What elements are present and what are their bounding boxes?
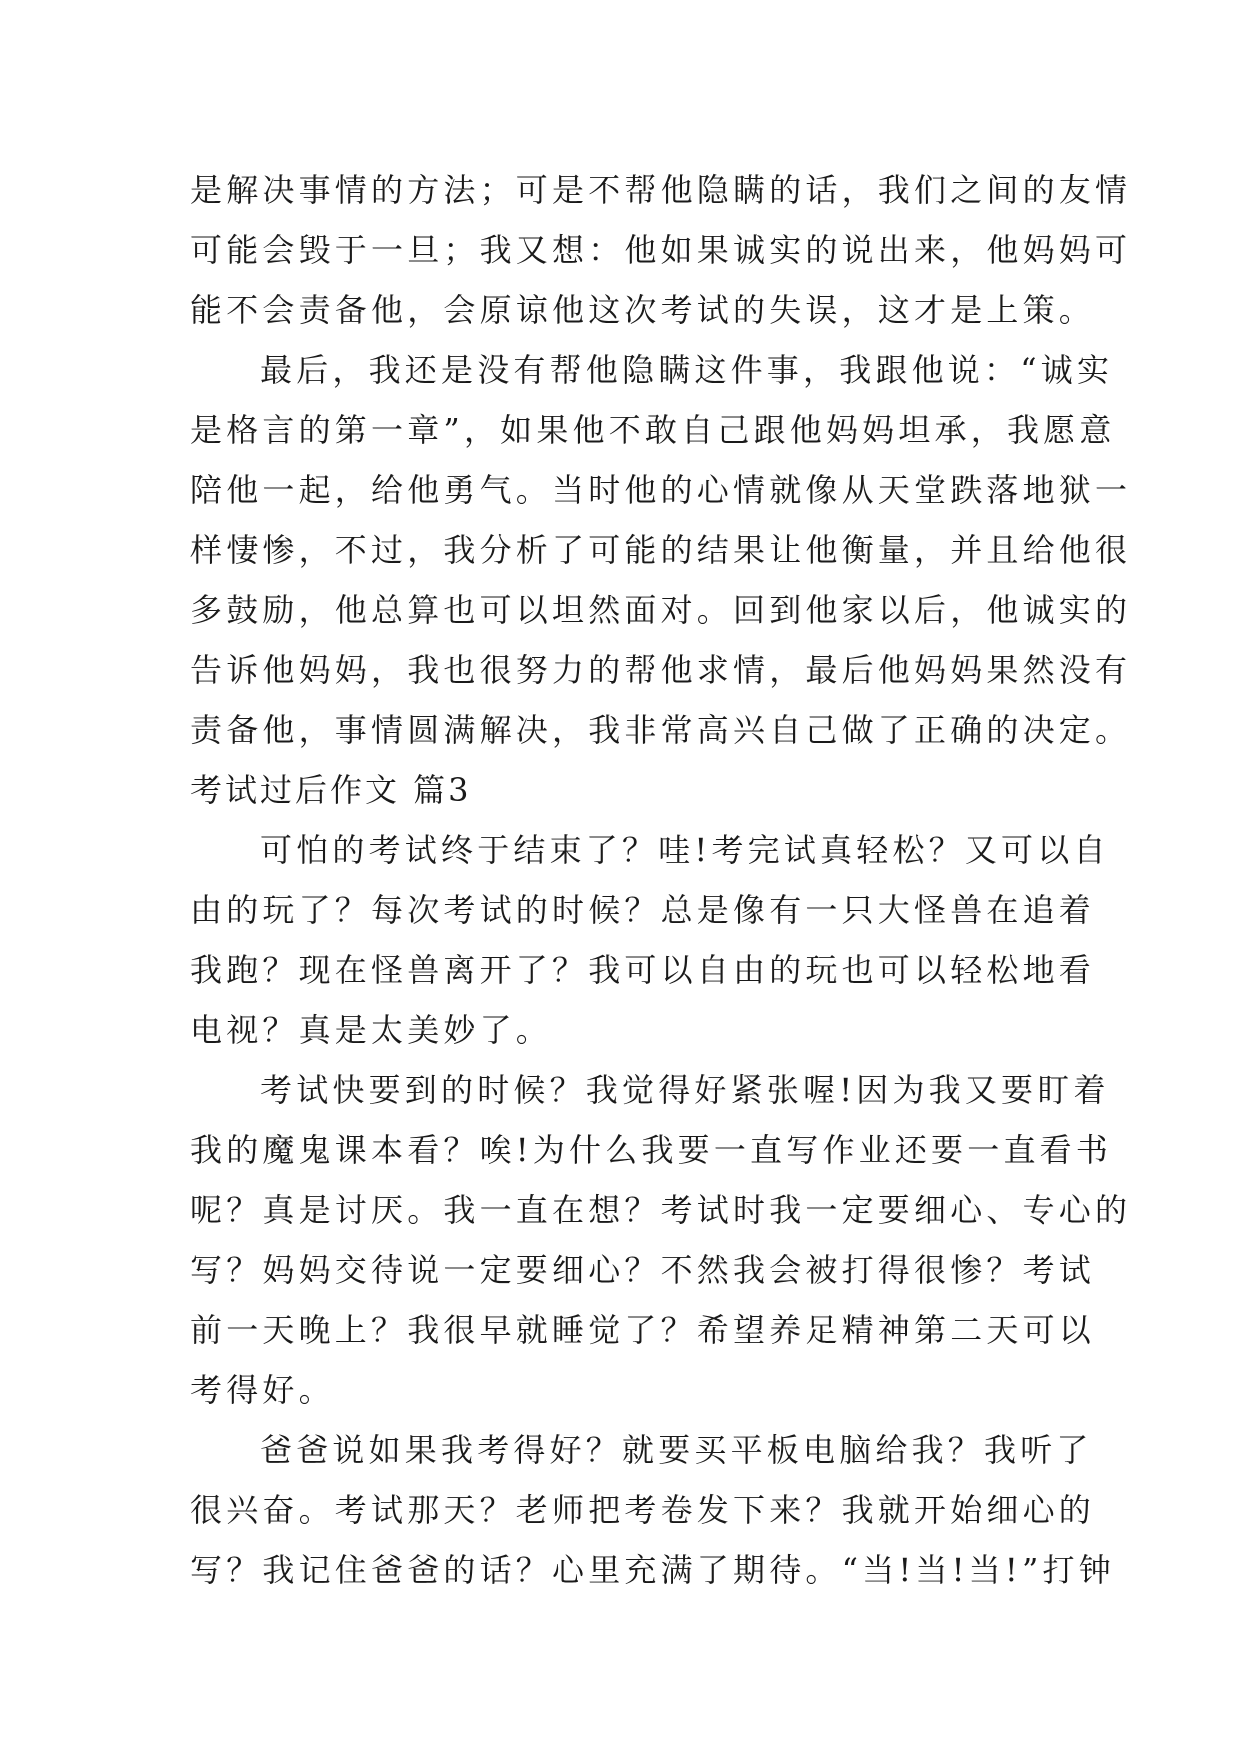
section-heading: 考试过后作文 篇3 xyxy=(190,771,472,809)
text-line: 是解决事情的方法；可是不帮他隐瞒的话，我们之间的友情 xyxy=(190,171,1132,209)
text-line: 可怕的考试终于结束了？哇!考完试真轻松？又可以自 xyxy=(260,831,1110,869)
text-line: 考试快要到的时候？我觉得好紧张喔!因为我又要盯着 xyxy=(260,1071,1110,1109)
text-line: 很兴奋。考试那天？老师把考卷发下来？我就开始细心的 xyxy=(190,1491,1096,1529)
text-line: 写？妈妈交待说一定要细心？不然我会被打得很惨？考试 xyxy=(190,1251,1096,1289)
text-line: 最后，我还是没有帮他隐瞒这件事，我跟他说：“诚实 xyxy=(260,351,1114,389)
essay-body xyxy=(190,160,1132,1600)
text-line: 呢？真是讨厌。我一直在想？考试时我一定要细心、专心的 xyxy=(190,1191,1132,1229)
text-line: 由的玩了？每次考试的时候？总是像有一只大怪兽在追着 xyxy=(190,891,1096,929)
text-line: 告诉他妈妈，我也很努力的帮他求情，最后他妈妈果然没有 xyxy=(190,651,1132,689)
text-line: 考得好。 xyxy=(190,1371,335,1409)
text-line: 写？我记住爸爸的话？心里充满了期待。“当!当!当!”打钟 xyxy=(190,1551,1115,1589)
text-line: 我跑？现在怪兽离开了？我可以自由的玩也可以轻松地看 xyxy=(190,951,1096,989)
text-line: 陪他一起，给他勇气。当时他的心情就像从天堂跌落地狱一 xyxy=(190,471,1132,509)
text-line: 可能会毁于一旦；我又想：他如果诚实的说出来，他妈妈可 xyxy=(190,231,1132,269)
text-line: 我的魔鬼课本看？唉!为什么我要一直写作业还要一直看书 xyxy=(190,1131,1113,1169)
text-line: 电视？真是太美妙了。 xyxy=(190,1011,553,1049)
text-line: 责备他，事情圆满解决，我非常高兴自己做了正确的决定。 xyxy=(190,711,1132,749)
text-line: 前一天晚上？我很早就睡觉了？希望养足精神第二天可以 xyxy=(190,1311,1096,1349)
text-line: 能不会责备他，会原谅他这次考试的失误，这才是上策。 xyxy=(190,291,1096,329)
text-line: 爸爸说如果我考得好？就要买平板电脑给我？我听了 xyxy=(260,1431,1093,1469)
text-line: 是格言的第一章”，如果他不敢自己跟他妈妈坦承，我愿意 xyxy=(190,411,1116,449)
text-line: 多鼓励，他总算也可以坦然面对。回到他家以后，他诚实的 xyxy=(190,591,1132,629)
text-line: 样悽惨，不过，我分析了可能的结果让他衡量，并且给他很 xyxy=(190,531,1132,569)
